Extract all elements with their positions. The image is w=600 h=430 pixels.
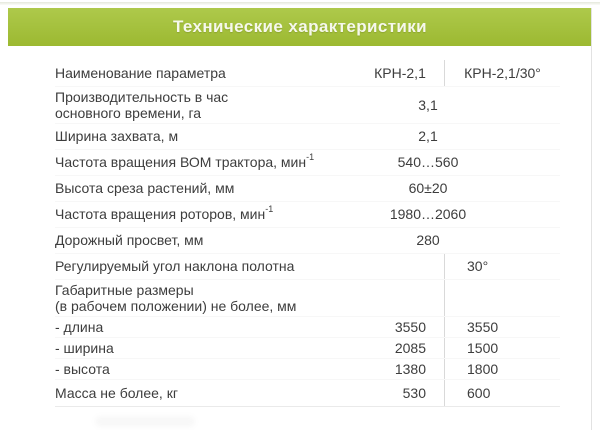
row-label-superscript: -1: [265, 204, 274, 215]
column-header-krn-2-1-30: КРН-2,1/30°: [464, 64, 541, 81]
top-edge-line: [0, 2, 600, 5]
row-value-merged: 3,1: [418, 97, 438, 113]
row-value-col1-empty: [330, 280, 445, 316]
row-label-line1: - высота: [55, 360, 110, 377]
watermark-smudge: [95, 416, 195, 427]
row-value-col2: 3550: [467, 318, 499, 335]
table-row-length: [55, 317, 560, 338]
row-value-merged: 540…560: [397, 154, 459, 170]
row-label-line1: Высота среза растений, мм: [55, 180, 235, 196]
row-value-merged: 60±20: [408, 180, 448, 196]
row-label: [55, 150, 330, 175]
page-title: Технические характеристики: [172, 17, 428, 36]
row-label-line1: Производительность в час: [55, 89, 229, 105]
row-value-col2: 600: [467, 384, 491, 401]
row-label: [55, 317, 330, 337]
row-label-line1: [55, 206, 273, 223]
row-value-col2: 30°: [467, 258, 489, 274]
table-row-width: [55, 338, 560, 359]
row-label: [55, 359, 330, 379]
row-value-merged: 2,1: [418, 128, 438, 144]
row-label-line1: Ширина захвата, м: [55, 128, 179, 144]
row-label: [55, 176, 330, 201]
row-label: [55, 280, 330, 316]
row-label-line1: Габаритные размеры: [55, 282, 194, 298]
row-label-text: Частота вращения ВОМ трактора, мин: [55, 154, 307, 170]
row-label: [55, 254, 330, 279]
row-label-line1: Масса не более, кг: [55, 384, 178, 401]
table-row-tilt-angle: [55, 254, 560, 280]
row-value-merged: 280: [416, 232, 440, 248]
table-row-pto-speed: [55, 150, 560, 176]
table-row-mass: [55, 380, 560, 407]
column-header-parameter-label: Наименование параметра: [55, 64, 226, 81]
row-value-col2: 1800: [467, 360, 499, 377]
spec-table: [55, 60, 560, 407]
row-value-col1: 530: [330, 380, 445, 406]
row-label-line1: - длина: [55, 318, 104, 335]
row-label: [55, 87, 330, 123]
table-header-row: [55, 60, 560, 87]
row-label-line1: Дорожный просвет, мм: [55, 232, 204, 248]
table-row-rotor-speed: [55, 202, 560, 228]
table-row-productivity: [55, 87, 560, 124]
row-label-superscript: -1: [306, 152, 315, 163]
card-right-border: [591, 8, 592, 430]
table-row-working-width: [55, 124, 560, 150]
row-label: [55, 202, 330, 227]
table-row-height: [55, 359, 560, 380]
row-label: [55, 124, 330, 149]
row-value-merged: 1980…2060: [389, 206, 467, 222]
column-header-parameter: [55, 60, 330, 86]
row-label-line2: (в рабочем положении) не более, мм: [55, 298, 297, 314]
row-label-line1: [55, 154, 314, 171]
row-value-col1-empty: [330, 254, 445, 279]
row-value-col1: 2085: [330, 338, 445, 358]
row-value-col2-empty: [445, 280, 560, 316]
row-label: [55, 380, 330, 406]
row-label-line2: основного времени, га: [55, 105, 202, 121]
row-label-text: Частота вращения роторов, мин: [55, 206, 266, 222]
table-row-cutting-height: [55, 176, 560, 202]
table-row-ground-clearance: [55, 228, 560, 254]
row-label: [55, 338, 330, 358]
row-value-col2: 1500: [467, 339, 499, 356]
title-banner: [8, 8, 592, 46]
row-label-line1: Регулируемый угол наклона полотна: [55, 258, 295, 274]
column-header-krn-2-1: КРН-2,1: [330, 60, 445, 86]
row-label: [55, 228, 330, 253]
table-row-dimensions-heading: [55, 280, 560, 317]
row-label-line1: - ширина: [55, 339, 114, 356]
row-value-col1: 3550: [330, 317, 445, 337]
row-value-col1: 1380: [330, 359, 445, 379]
